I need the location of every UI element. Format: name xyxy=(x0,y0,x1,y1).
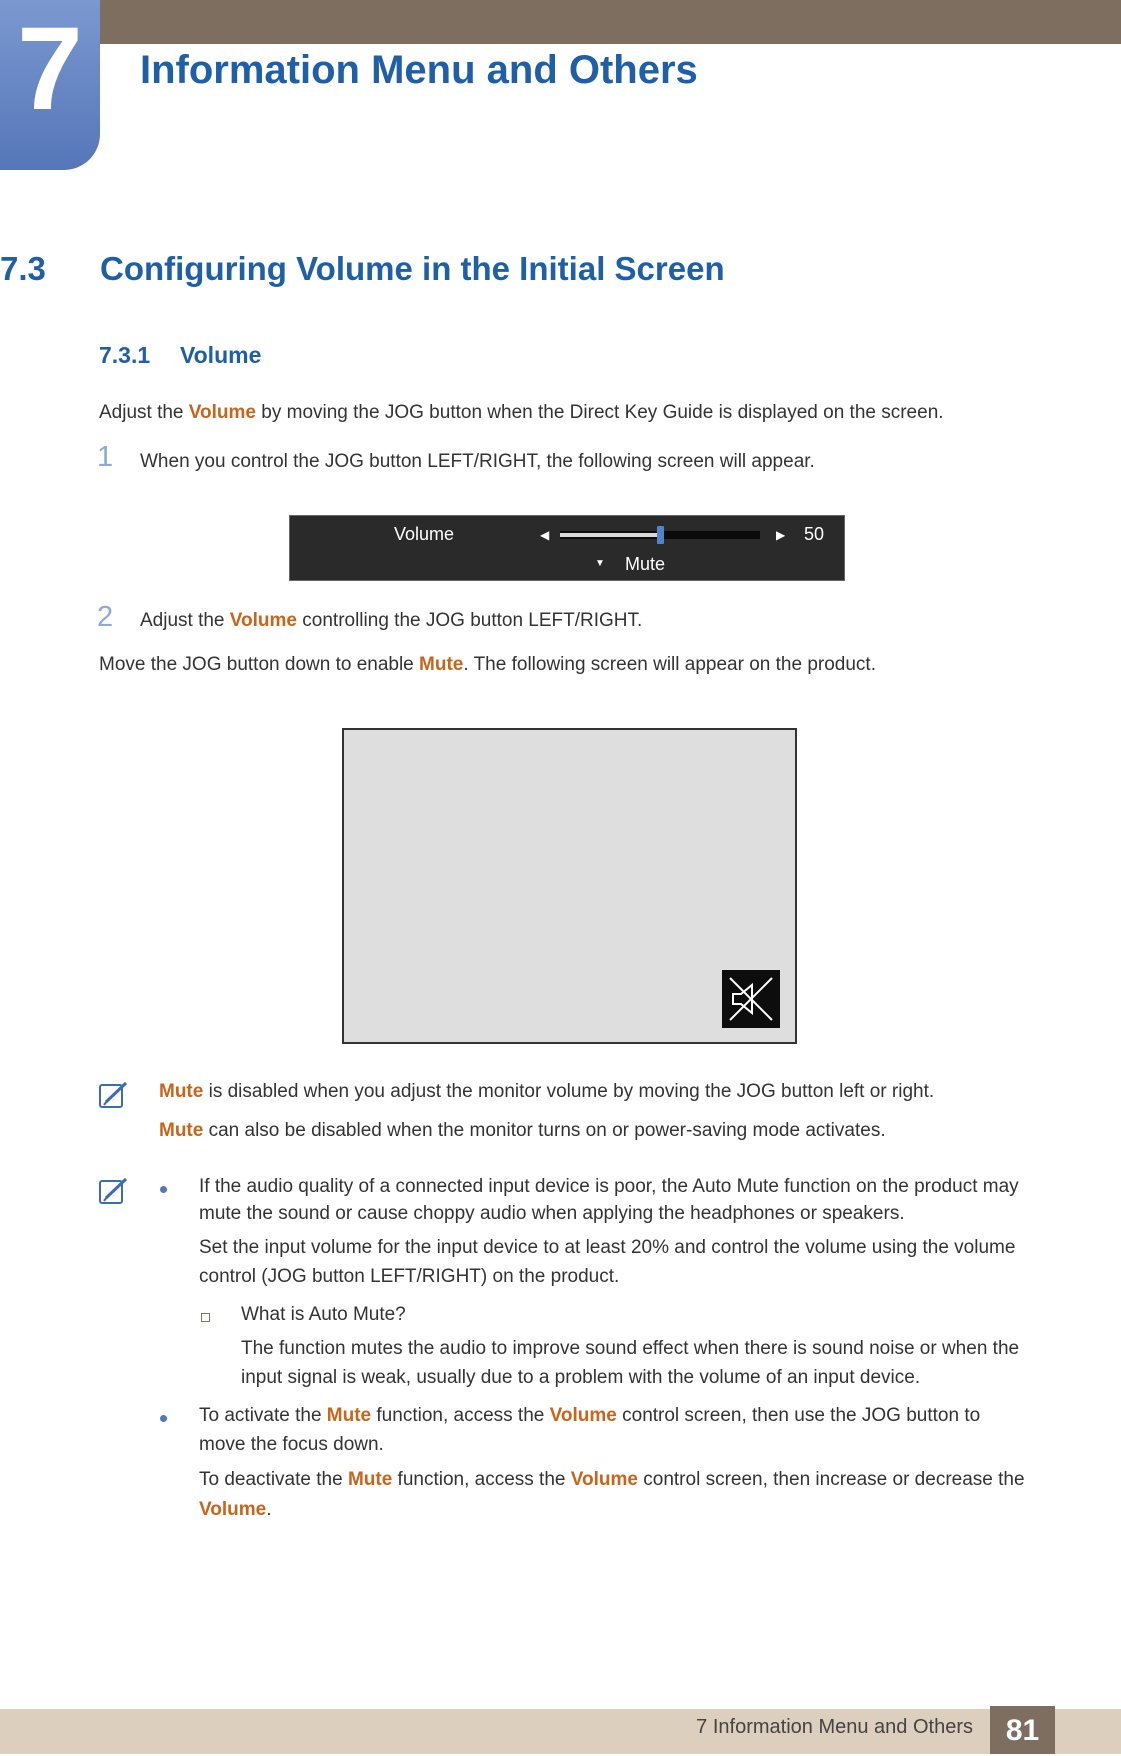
step-1-text: When you control the JOG button LEFT/RIGHT, the following screen will appear. xyxy=(140,451,815,472)
note-pencil-icon xyxy=(98,1079,130,1111)
note2-b1-line2: mute the sound or cause choppy audio when applying the headphones or speakers. xyxy=(199,1203,905,1224)
subsection-number: 7.3.1 xyxy=(99,342,151,368)
note2-b2-line1: To activate the Mute function, access the Volume control screen, then use the JOG button to xyxy=(199,1405,981,1426)
note2-b2-line2: move the focus down. xyxy=(199,1434,384,1455)
volume-slider-fill xyxy=(560,533,660,537)
note2-sub-answer-line1: The function mutes the audio to improve sound effect when there is sound noise or when the xyxy=(241,1338,1020,1359)
osd-mute-label: Mute xyxy=(625,554,666,574)
section-heading xyxy=(0,250,725,288)
note2-b2-line3: To deactivate the Mute function, access the Volume control screen, then increase or decrease the xyxy=(199,1469,1025,1490)
note2-b2-line4: Volume. xyxy=(199,1499,272,1520)
section-title: Configuring Volume in the Initial Screen xyxy=(100,250,725,287)
volume-osd xyxy=(289,515,845,581)
note2-sub-question: What is Auto Mute? xyxy=(241,1304,406,1325)
note2-b1-line3: Set the input volume for the input device to at least 20% and control the volume using the volume xyxy=(199,1237,1016,1258)
note-pencil-icon xyxy=(98,1175,130,1207)
note2-sub-answer-line2: input signal is weak, usually due to a problem with the volume of an input device. xyxy=(241,1367,921,1388)
note2-b1-line1: If the audio quality of a connected input device is poor, the Auto Mute function on the product may xyxy=(199,1176,1019,1197)
chapter-title: Information Menu and Others xyxy=(140,48,698,92)
chapter-header-bar xyxy=(0,0,1121,44)
down-arrow-icon: ▼ xyxy=(595,558,605,569)
note2-b1-line4: control (JOG button LEFT/RIGHT) on the product. xyxy=(199,1266,620,1287)
product-screen-illustration xyxy=(342,728,797,1044)
bullet-dot-icon xyxy=(160,1186,167,1193)
step-2-number: 2 xyxy=(97,601,114,633)
mute-paragraph: Move the JOG button down to enable Mute. The following screen will appear on the product. xyxy=(99,654,876,675)
volume-slider[interactable] xyxy=(560,531,760,539)
volume-slider-knob[interactable] xyxy=(657,526,664,544)
step-1-number: 1 xyxy=(97,441,114,473)
step-2-text: Adjust the Volume controlling the JOG button LEFT/RIGHT. xyxy=(140,610,643,631)
footer-chapter-label: 7 Information Menu and Others xyxy=(696,1716,973,1738)
note1-line2: Mute can also be disabled when the monitor turns on or power-saving mode activates. xyxy=(159,1120,886,1141)
chapter-number-tab: 7 xyxy=(0,0,100,170)
note1-line1: Mute is disabled when you adjust the monitor volume by moving the JOG button left or right. xyxy=(159,1081,935,1102)
subsection-title: Volume xyxy=(180,342,262,368)
osd-volume-label: Volume xyxy=(394,524,455,544)
mute-icon xyxy=(722,970,780,1028)
page-number: 81 xyxy=(990,1706,1055,1754)
osd-volume-value: 50 xyxy=(804,524,825,544)
intro-paragraph: Adjust the Volume by moving the JOG button when the Direct Key Guide is displayed on the screen. xyxy=(99,402,944,423)
left-arrow-icon: ◀ xyxy=(540,528,550,542)
sub-bullet-square-icon xyxy=(201,1313,210,1322)
section-number: 7.3 xyxy=(0,250,46,287)
bullet-dot-icon xyxy=(160,1415,167,1422)
right-arrow-icon: ▶ xyxy=(776,528,786,542)
subsection-heading xyxy=(99,342,261,369)
